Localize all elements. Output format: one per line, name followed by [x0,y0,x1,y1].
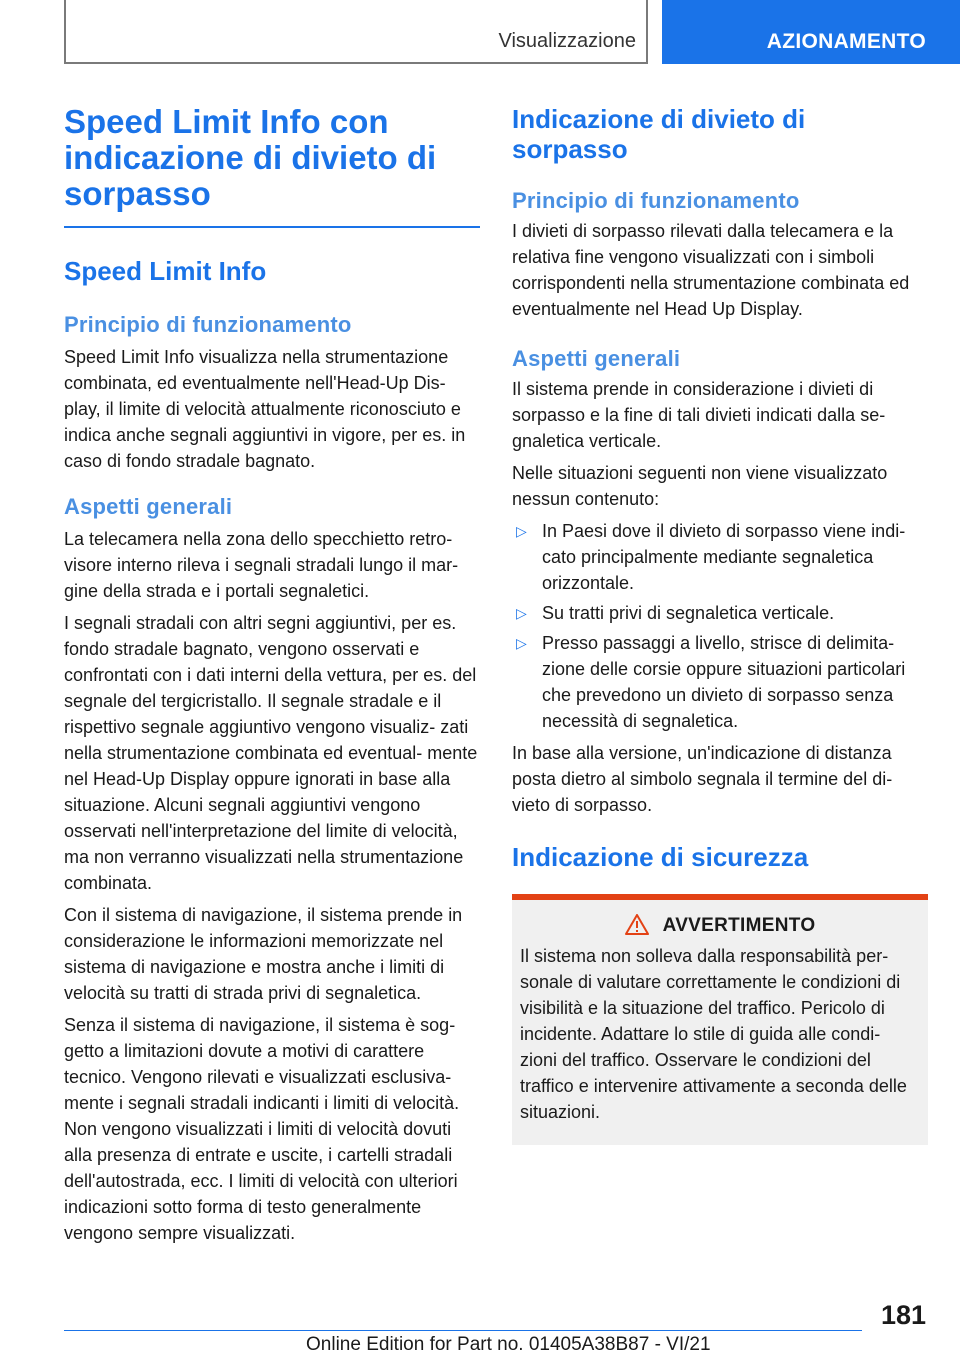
list-item: ▷ In Paesi dove il divieto di sorpasso viene indi- cato principalmente mediante segnaletica orizzontale. [512,518,928,596]
list-item: ▷ Su tratti privi di segnaletica verticale. [512,600,928,626]
paragraph-aspetti-3: Con il sistema di navigazione, il sistema prende in considerazione le informazioni memorizzate nel sistema di navigazione e mostra anche i limiti di velocità su tratti di strada privi di segnaletica. [64,905,463,1003]
subheading-aspetti-divieto: Aspetti generali [512,346,681,371]
paragraph-aspetti-4: Senza il sistema di navigazione, il sistema è sog- getto a limitazioni dovute a motivi di carattere tecnico. Vengono rilevati e visualizzati esclusiva- mente i segnali stradali indicanti i limiti di velocità. Non vengono visualizzati i limiti di velocità dovuti alla presenza di entrate e uscite, i cartelli stradali dell'autostrada, ecc. I limiti di velocità con ulteriori indicazioni sotto forma di testo generalmente vengono sempre visualizzati. [64,1015,460,1243]
header-chapter-tab [662,0,960,64]
header-chapter-label: AZIONAMENTO [766,30,926,53]
warning-title: AVVERTIMENTO [662,915,816,936]
warning-text: Il sistema non solleva dalla responsabilità per- sonale di valutare correttamente le condizioni di visibilità e la situazione del traffico. Pericolo di incidente. Adattare lo stile di guida alle condi- zioni del traffico. Osservare le condizioni del traffico e intervenire attivamente a seconda delle situazioni. [520,946,907,1122]
right-column [512,104,928,1145]
subheading-aspetti: Aspetti generali [64,494,233,519]
triangle-bullet-icon: ▷ [516,523,527,539]
triangle-bullet-icon: ▷ [516,605,527,621]
triangle-bullet-icon: ▷ [516,635,527,651]
paragraph-aspetti-divieto-2: Nelle situazioni seguenti non viene visualizzato nessun contenuto: [512,463,888,509]
warning-header [520,914,920,937]
title-divider [64,226,480,228]
section-heading-sicurezza: Indicazione di sicurezza [512,842,809,872]
warning-box [512,894,928,1145]
subheading-principio: Principio di funzionamento [64,312,352,337]
paragraph-aspetti-2: I segnali stradali con altri segni aggiuntivi, per es. fondo stradale bagnato, vengono osservati e confrontati con i dati interni della vettura, per es. del segnale del tergicristallo. Il segnale stradale e il rispettivo segnale aggiuntivo vengono visualiz- zati nella strumentazione combinata ed eventual- mente nel Head-Up Display oppure ignorati in base alla situazione. Alcuni segnali aggiuntivi vengono osservati nell'interpretazione del limite di velocità, ma non verranno visualizzati nella strumentazione combinata. [64,613,478,893]
paragraph-principio-divieto: I divieti di sorpasso rilevati dalla telecamera e la relativa fine vengono visualizzati con i simboli corrispondenti nella strumentazione combinata ed eventualmente nel Head Up Display. [512,221,910,319]
footer-edition: Online Edition for Part no. 01405A38B87 - VI/21 [306,1334,711,1355]
page-title: Speed Limit Info con indicazione di divieto di sorpasso [64,103,437,212]
paragraph-distanza: In base alla versione, un'indicazione di distanza posta dietro al simbolo segnala il termine del di- vieto di sorpasso. [512,743,893,815]
section-heading-divieto: Indicazione di divieto di sorpasso [512,104,806,164]
list-item: ▷ Presso passaggi a livello, strisce di delimita- zione delle corsie oppure situazioni particolari che prevedono un divieto di sorpasso senza necessità di segnaletica. [512,630,928,734]
section-heading-speed-limit-info: Speed Limit Info [64,256,267,286]
warning-triangle-icon [625,914,649,935]
footer-divider [64,1330,862,1331]
header-section-title: Visualizzazione [498,30,636,52]
paragraph-aspetti-divieto-1: Il sistema prende in considerazione i divieti di sorpasso e la fine di tali divieti indicati dalla se- gnaletica verticale. [512,379,886,451]
left-column [64,104,480,1246]
bullet-list [512,518,928,734]
page-number: 181 [880,1300,926,1330]
subheading-principio-divieto: Principio di funzionamento [512,188,800,213]
paragraph-aspetti-1: La telecamera nella zona dello specchietto retro- visore interno rileva i segnali stradali lungo il mar- gine della strada e i portali segnaletici. [64,529,459,601]
paragraph-principio: Speed Limit Info visualizza nella strumentazione combinata, ed eventualmente nell'Head-Up Dis- play, il limite di velocità attualmente riconosciuto e indica anche segnali aggiuntivi in vigore, per es. in caso di fondo stradale bagnato. [64,347,466,471]
